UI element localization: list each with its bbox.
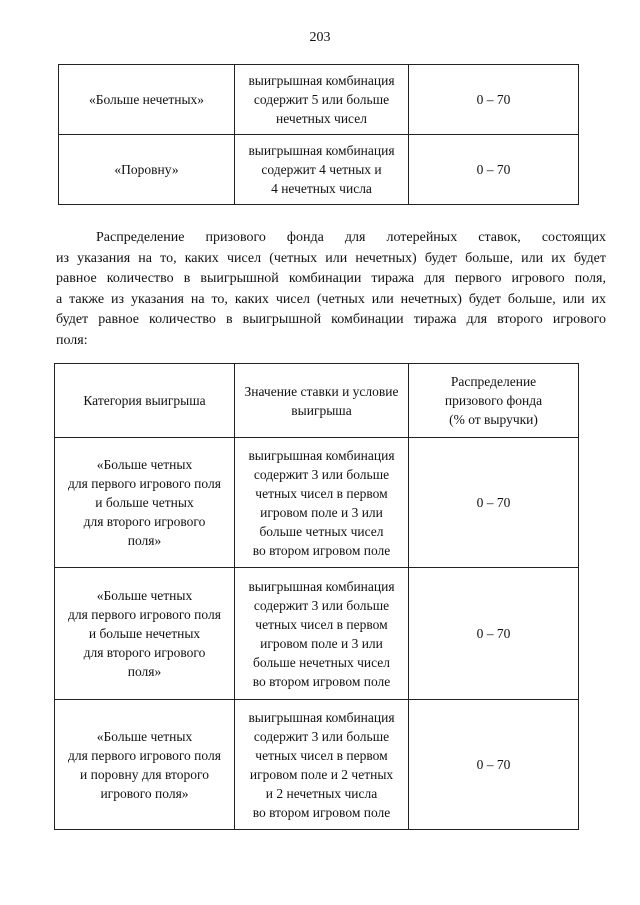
value-cell: 0 – 70 — [409, 135, 579, 205]
condition-cell: выигрышная комбинация содержит 4 четных и 4 нечетных числа — [235, 135, 409, 205]
table-row — [55, 700, 579, 830]
paragraph-line: из указания на то, каких чисел (четных или нечетных) будет больше, или их будет — [56, 250, 606, 266]
header-category: Категория выигрыша — [55, 364, 235, 438]
header-distribution: Распределение призового фонда (% от выручки) — [409, 364, 579, 438]
category-cell: «Поровну» — [59, 135, 235, 205]
condition-cell: выигрышная комбинация содержит 3 или больше четных чисел в первом игровом поле и 3 или больше нечетных чисел во втором игровом поле — [235, 568, 409, 700]
paragraph-line: поля: — [56, 332, 88, 348]
table-row — [55, 438, 579, 568]
category-cell: «Больше четных для первого игрового поля и больше четных для второго игрового поля» — [55, 438, 235, 568]
table-row — [55, 568, 579, 700]
page-number: 203 — [309, 30, 331, 45]
table-header-row — [55, 364, 579, 438]
condition-cell: выигрышная комбинация содержит 3 или больше четных чисел в первом игровом поле и 2 четных и 2 нечетных числа во втором игровом поле — [235, 700, 409, 830]
category-cell: «Больше нечетных» — [59, 65, 235, 135]
category-cell: «Больше четных для первого игрового поля и больше нечетных для второго игрового поля» — [55, 568, 235, 700]
header-condition: Значение ставки и условие выигрыша — [235, 364, 409, 438]
paragraph-line: будет равное количество в выигрышной комбинации тиража для второго игрового — [56, 312, 606, 327]
value-cell: 0 – 70 — [409, 700, 579, 830]
table-row — [59, 135, 579, 205]
body-paragraph — [56, 228, 606, 351]
value-cell: 0 – 70 — [409, 438, 579, 568]
table-top — [58, 64, 579, 205]
table-row — [59, 65, 579, 135]
paragraph-line: равное количество в выигрышной комбинации тиража для первого игрового поля, — [56, 271, 606, 286]
table-main — [54, 363, 579, 830]
value-cell: 0 – 70 — [409, 568, 579, 700]
paragraph-line: а также из указания на то, каких чисел (четных или нечетных) будет больше, или их — [56, 291, 606, 307]
condition-cell: выигрышная комбинация содержит 3 или больше четных чисел в первом игровом поле и 3 или больше четных чисел во втором игровом поле — [235, 438, 409, 568]
value-cell: 0 – 70 — [409, 65, 579, 135]
category-cell: «Больше четных для первого игрового поля и поровну для второго игрового поля» — [55, 700, 235, 830]
paragraph-line: Распределение призового фонда для лотерейных ставок, состоящих — [96, 230, 606, 245]
condition-cell: выигрышная комбинация содержит 5 или больше нечетных чисел — [235, 65, 409, 135]
